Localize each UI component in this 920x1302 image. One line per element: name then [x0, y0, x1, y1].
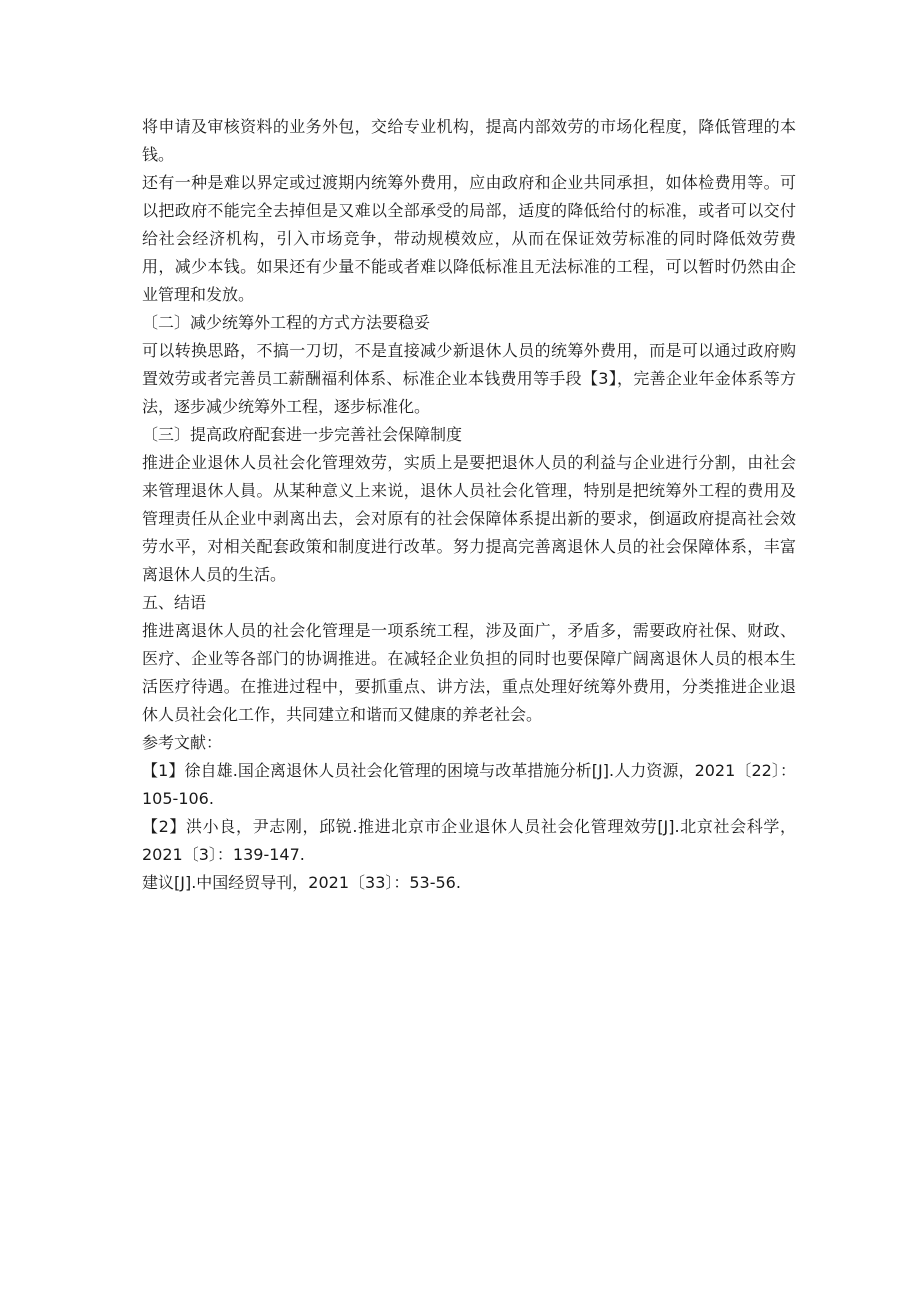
- document-body: [142, 113, 796, 897]
- paragraph-conclusion: 推进离退休人员的社会化管理是一项系统工程，涉及面广，矛盾多，需要政府社保、财政、医疗、企业等各部门的协调推进。在减轻企业负担的同时也要保障广阔离退休人员的根本生活医疗待遇。在推进过程中，要抓重点、讲方法，重点处理好统筹外费用，分类推进企业退休人员社会化工作，共同建立和谐而又健康的养老社会。: [142, 621, 796, 724]
- section-heading-conclusion: 五、结语: [142, 593, 207, 612]
- paragraph-outsourcing: 将申请及审核资料的业务外包，交给专业机构，提高内部效劳的市场化程度，降低管理的本钱。: [142, 117, 796, 164]
- paragraph-social-security: 推进企业退休人员社会化管理效劳，实质上是要把退休人员的利益与企业进行分割，由社会来管理退休人員。从某种意义上来说，退休人员社会化管理，特别是把统筹外工程的费用及管理责任从企业中剥离出去，会对原有的社会保障体系提出新的要求，倒逼政府提高社会效劳水平，对相关配套政策和制度进行改革。努力提高完善离退休人员的社会保障体系，丰富离退休人员的生活。: [142, 453, 796, 584]
- paragraph-shared-costs: 还有一种是难以界定或过渡期内统筹外费用，应由政府和企业共同承担，如体检费用等。可以把政府不能完全去掉但是又难以全部承受的局部，适度的降低给付的标准，或者可以交付给社会经济机构，引入市场竞争，带动规模效应，从而在保证效劳标准的同时降低效劳费用，减少本钱。如果还有少量不能或者难以降低标准且无法标准的工程，可以暂时仍然由企业管理和发放。: [142, 173, 796, 304]
- paragraph-reduce-approach: 可以转换思路，不搞一刀切，不是直接减少新退休人员的统筹外费用，而是可以通过政府购置效劳或者完善员工薪酬福利体系、标准企业本钱费用等手段【3】，完善企业年金体系等方法，逐步减少统筹外工程，逐步标准化。: [142, 341, 796, 416]
- section-heading-3: 〔三〕提高政府配套进一步完善社会保障制度: [142, 425, 463, 444]
- reference-item-1: 【1】徐自雄.国企离退休人员社会化管理的困境与改革措施分析[J].人力资源，2021〔22〕：105-106.: [142, 761, 796, 808]
- references-heading: 参考文献：: [142, 733, 223, 752]
- reference-item-3: 建议[J].中国经贸导刊，2021〔33〕：53-56.: [142, 873, 461, 892]
- reference-item-2: 【2】洪小良，尹志刚，邱锐.推进北京市企业退休人员社会化管理效劳[J].北京社会科学，2021〔3〕：139-147.: [142, 817, 796, 864]
- section-heading-2: 〔二〕减少统筹外工程的方式方法要稳妥: [142, 313, 431, 332]
